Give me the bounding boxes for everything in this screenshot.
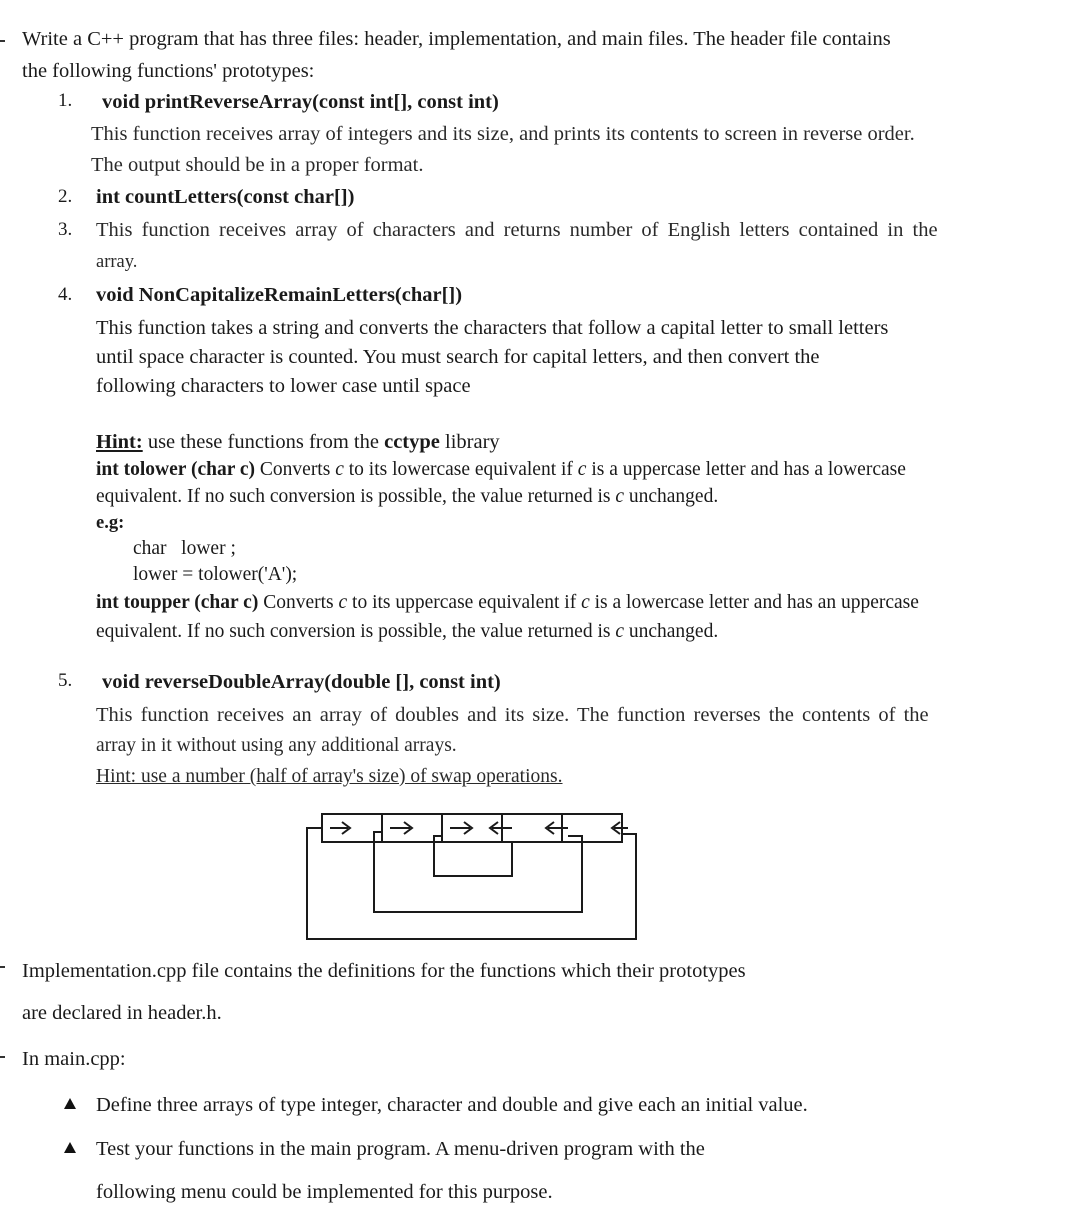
item-4-desc-1: This function takes a string and converts the characters that follow a capital letter to small letters — [96, 317, 889, 339]
arrow-left-icon — [546, 822, 568, 834]
intro-line-2: the following functions' prototypes: — [22, 60, 315, 82]
main-bullet-2-line-2: following menu could be implemented for this purpose. — [96, 1181, 553, 1203]
item-2-number: 2. — [58, 186, 73, 207]
var-c: c — [335, 459, 344, 480]
arrow-left-icon — [612, 822, 628, 834]
tolower-line-1 — [96, 456, 906, 484]
toupper-text-b: to its uppercase equivalent if — [347, 592, 582, 613]
bullet-icon — [64, 1098, 76, 1109]
item-4-number: 4. — [58, 284, 73, 305]
tolower-line2-text: equivalent. If no such conversion is possible, the value returned is — [96, 486, 616, 507]
tolower-line-2 — [96, 483, 718, 511]
toupper-line-1 — [96, 589, 919, 617]
swap-connector-outer — [307, 828, 636, 939]
item-1-signature: void printReverseArray(const int[], const int) — [102, 91, 499, 113]
item-5-desc-1: This function receives an array of doubles and its size. The function reverses the contents of the — [96, 704, 929, 726]
main-bullet-1: Define three arrays of type integer, character and double and give each an initial value. — [96, 1094, 808, 1116]
swap-connector-middle — [374, 832, 582, 912]
item-3-desc-2: array. — [96, 252, 138, 272]
item-2-signature: int countLetters(const char[]) — [96, 186, 355, 208]
implementation-line-1: Implementation.cpp file contains the definitions for the functions which their prototypes — [22, 960, 746, 982]
var-c: c — [581, 592, 590, 613]
hint-text-end: library — [439, 431, 500, 453]
code-line-1: char lower ; — [133, 538, 236, 559]
var-c: c — [615, 621, 624, 642]
hint-line — [96, 427, 500, 457]
item-4-signature: void NonCapitalizeRemainLetters(char[]) — [96, 284, 463, 306]
code-line-2: lower = tolower('A'); — [133, 564, 298, 585]
item-5-number: 5. — [58, 670, 73, 691]
bullet-icon — [64, 1142, 76, 1153]
hint-library: cctype — [384, 431, 440, 453]
item-4-desc-2: until space character is counted. You must search for capital letters, and then convert the — [96, 346, 820, 368]
tolower-text-c: is a uppercase letter and has a lowercase — [586, 459, 906, 480]
toupper-line2-text: equivalent. If no such conversion is possible, the value returned is — [96, 621, 616, 642]
margin-mark — [0, 1056, 5, 1058]
intro-line-1: Write a C++ program that has three files: header, implementation, and main files. The header file contains — [22, 28, 891, 50]
margin-mark — [0, 966, 5, 968]
hint-label: Hint: — [96, 431, 143, 453]
margin-mark — [0, 40, 5, 42]
hint-text: use these functions from the — [142, 431, 385, 453]
main-bullet-2-line-1: Test your functions in the main program. A menu-driven program with the — [96, 1138, 705, 1160]
example-label: e.g: — [96, 513, 125, 533]
item-5-hint: Hint: use a number (half of array's size) of swap operations. — [96, 766, 563, 787]
item-1-desc-1: This function receives array of integers and its size, and prints its contents to screen in reverse order. — [91, 123, 915, 145]
tolower-text-b: to its lowercase equivalent if — [343, 459, 578, 480]
item-5-desc-2: array in it without using any additional arrays. — [96, 735, 457, 756]
arrow-right-icon — [330, 822, 350, 834]
item-1-number: 1. — [58, 90, 73, 111]
arrow-right-icon — [450, 822, 472, 834]
arrow-right-icon — [390, 822, 412, 834]
item-4-desc-3: following characters to lower case until space — [96, 375, 471, 397]
toupper-signature: int toupper (char c) — [96, 592, 259, 613]
main-heading: In main.cpp: — [22, 1048, 126, 1070]
swap-diagram — [302, 806, 642, 946]
toupper-line2-end: unchanged. — [624, 621, 719, 642]
toupper-line-2 — [96, 618, 718, 646]
var-c: c — [338, 592, 348, 613]
tolower-signature: int tolower (char c) — [96, 459, 256, 480]
toupper-text-c: is a lowercase letter and has an uppercase — [589, 592, 919, 613]
item-3-number: 3. — [58, 219, 73, 240]
item-3-desc-1: This function receives array of characters and returns number of English letters contained in the — [96, 219, 938, 241]
tolower-line2-end: unchanged. — [624, 486, 719, 507]
toupper-text-a: Converts — [258, 592, 339, 613]
item-5-signature: void reverseDoubleArray(double [], const int) — [102, 671, 501, 693]
tolower-text-a: Converts — [255, 459, 336, 480]
var-c: c — [577, 459, 587, 480]
implementation-line-2: are declared in header.h. — [22, 1002, 222, 1024]
item-1-desc-2: The output should be in a proper format. — [91, 154, 424, 176]
var-c: c — [615, 486, 624, 507]
